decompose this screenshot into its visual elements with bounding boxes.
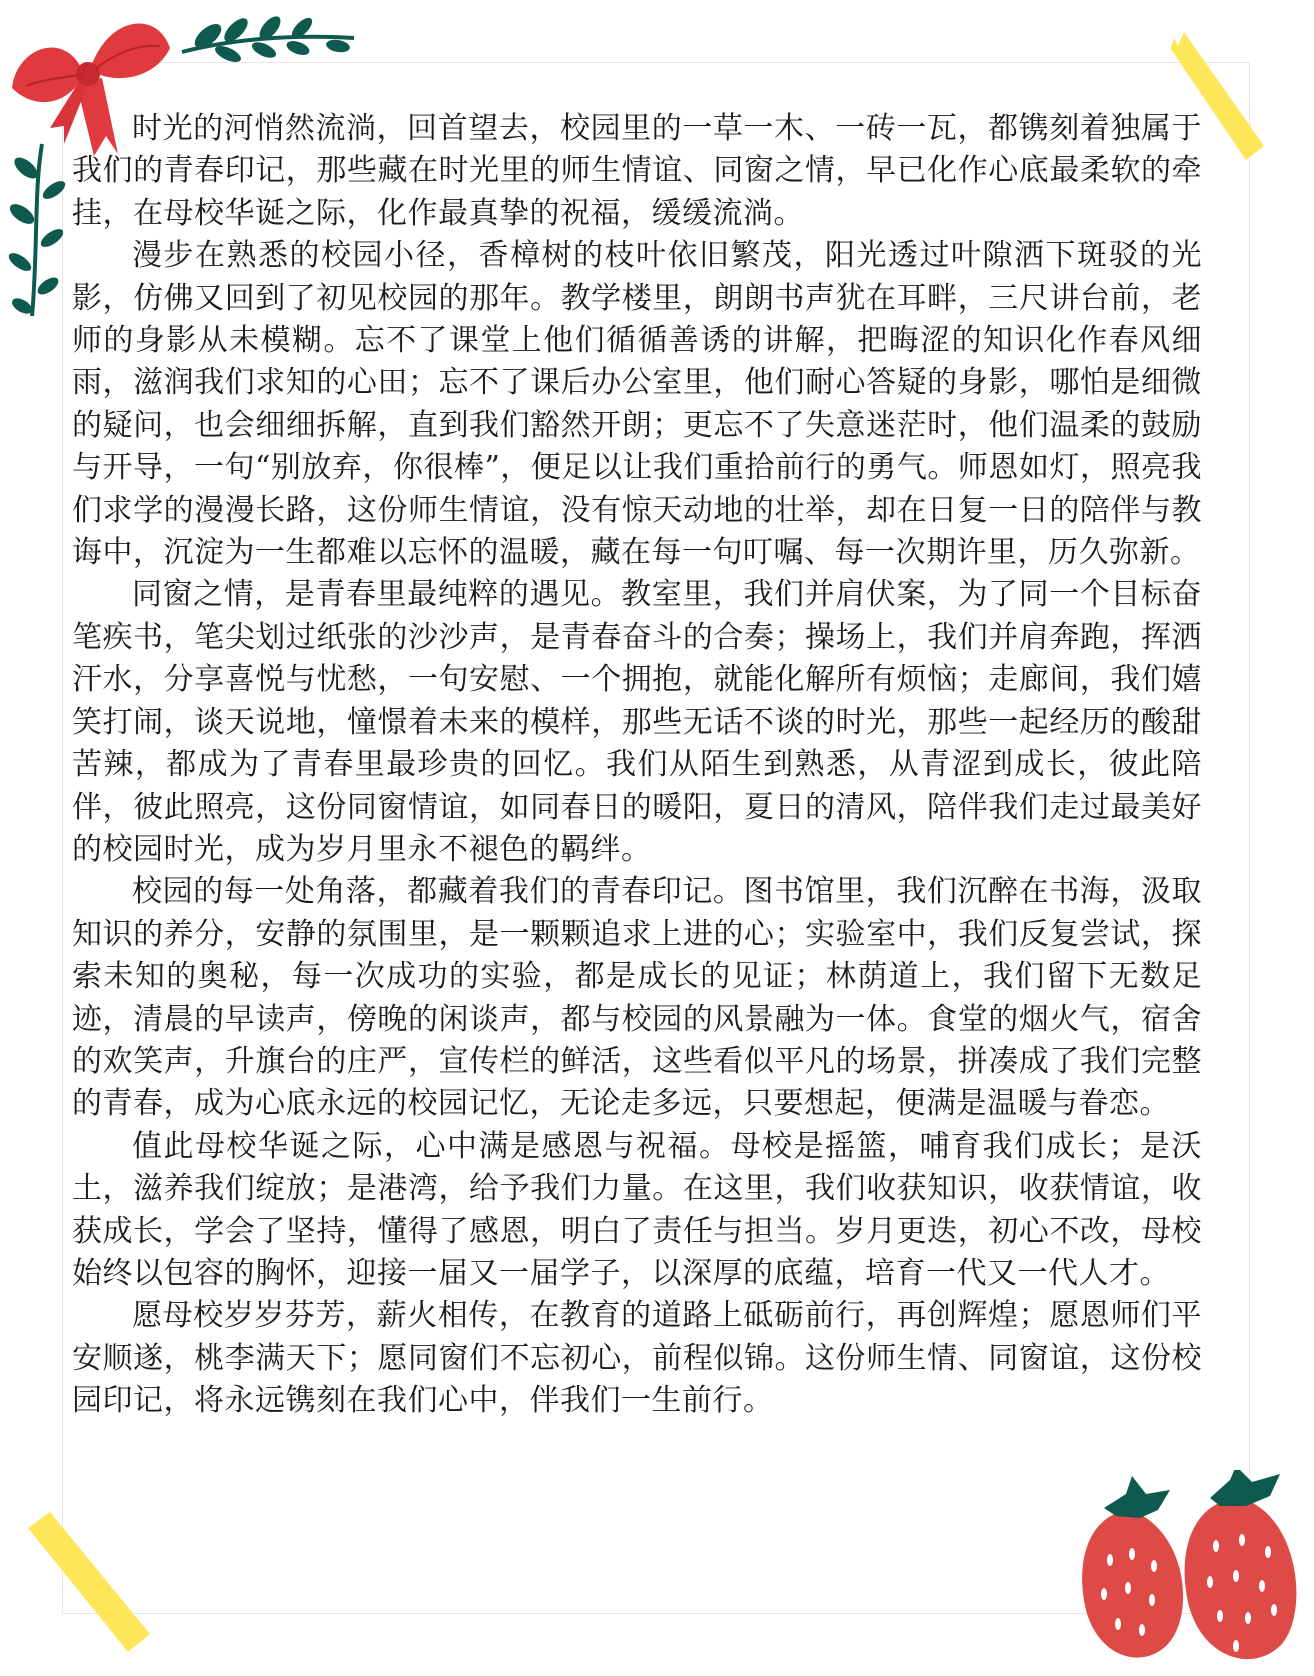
yellow-tape-icon	[24, 1508, 154, 1658]
paragraph: 漫步在熟悉的校园小径，香樟树的枝叶依旧繁茂，阳光透过叶隙洒下斑驳的光影，仿佛又回到了初见校园的那年。教学楼里，朗朗书声犹在耳畔，三尺讲台前，老师的身影从未模糊。忘不了课堂上他们循循善诱的讲解，把晦涩的知识化作春风细雨，滋润我们求知的心田；忘不了课后办公室里，他们耐心答疑的身影，哪怕是细微的疑问，也会细细拆解，直到我们豁然开朗；更忘不了失意迷茫时，他们温柔的鼓励与开导，一句“别放弃，你很棒”，便足以让我们重拾前行的勇气。师恩如灯，照亮我们求学的漫漫长路，这份师生情谊，没有惊天动地的壮举，却在日复一日的陪伴与教诲中，沉淀为一生都难以忘怀的温暖，藏在每一句叮嘱、每一次期许里，历久弥新。	[72, 238, 1202, 571]
paragraph: 校园的每一处角落，都藏着我们的青春印记。图书馆里，我们沉醉在书海，汲取知识的养分，安静的氛围里，是一颗颗追求上进的心；实验室中，我们反复尝试，探索未知的奥秘，每一次成功的实验，都是成长的见证；林荫道上，我们留下无数足迹，清晨的早读声，傍晚的闲谈声，都与校园的风景融为一体。食堂的烟火气，宿舍的欢笑声，升旗台的庄严，宣传栏的鲜活，这些看似平凡的场景，拼凑成了我们完整的青春，成为心底永远的校园记忆，无论走多远，只要想起，便满是温暖与眷恋。	[72, 874, 1202, 1122]
paragraph: 值此母校华诞之际，心中满是感恩与祝福。母校是摇篮，哺育我们成长；是沃土，滋养我们绽放；是港湾，给予我们力量。在这里，我们收获知识，收获情谊，收获成长，学会了坚持，懂得了感恩，明白了责任与担当。岁月更迭，初心不改，母校始终以包容的胸怀，迎接一届又一届学子，以深厚的底蕴，培育一代又一代人才。	[72, 1128, 1202, 1291]
paragraph: 时光的河悄然流淌，回首望去，校园里的一草一木、一砖一瓦，都镌刻着独属于我们的青春印记，那些藏在时光里的师生情谊、同窗之情，早已化作心底最柔软的牵挂，在母校华诞之际，化作最真挚的祝福，缓缓流淌。	[72, 111, 1202, 231]
paragraph: 同窗之情，是青春里最纯粹的遇见。教室里，我们并肩伏案，为了同一个目标奋笔疾书，笔尖划过纸张的沙沙声，是青春奋斗的合奏；操场上，我们并肩奔跑，挥洒汗水，分享喜悦与忧愁，一句安慰、一个拥抱，就能化解所有烦恼；走廊间，我们嬉笑打闹，谈天说地，憧憬着未来的模样，那些无话不谈的时光，那些一起经历的酸甜苦辣，都成为了青春里最珍贵的回忆。我们从陌生到熟悉，从青涩到成长，彼此陪伴，彼此照亮，这份同窗情谊，如同春日的暖阳，夏日的清风，陪伴我们走过最美好的校园时光，成为岁月里永不褪色的羁绊。	[72, 577, 1202, 867]
paragraph: 愿母校岁岁芬芳，薪火相传，在教育的道路上砥砺前行，再创辉煌；愿恩师们平安顺遂，桃李满天下；愿同窗们不忘初心，前程似锦。这份师生情、同窗谊，这份校园印记，将永远镌刻在我们心中，伴我们一生前行。	[72, 1298, 1202, 1419]
green-vine-icon	[4, 140, 68, 320]
article-body	[72, 108, 1202, 1423]
green-vine-icon	[178, 8, 358, 64]
strawberry-icon	[1070, 1470, 1314, 1676]
